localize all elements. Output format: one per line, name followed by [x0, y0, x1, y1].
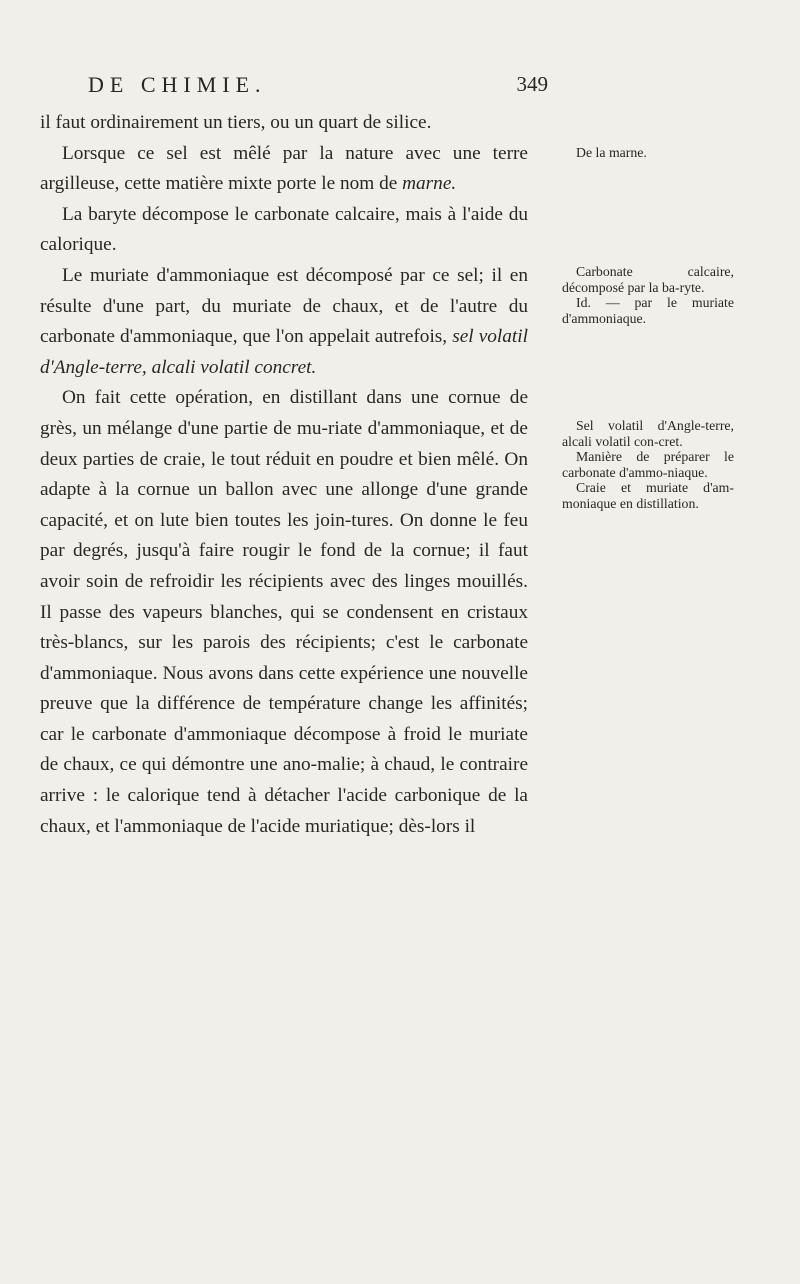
- sel-volatil-term: sel volatil d'Angle-terre, alcali volatil concret.: [40, 326, 528, 378]
- paragraph-2: [40, 139, 528, 200]
- note-carbonate: [562, 264, 734, 326]
- note-marne: [562, 145, 734, 161]
- note-marne-text: De la marne.: [576, 145, 647, 160]
- paragraph-3: La baryte décompose le carbonate calcaire, mais à l'aide du calorique.: [40, 203, 528, 256]
- running-head: DE CHIMIE.: [88, 72, 267, 97]
- note-sel-volatil-text: Sel volatil d'Angle-terre, alcali volatil con-cret.: [562, 418, 734, 449]
- paragraph-4-text: Le muriate d'ammoniaque est décomposé par ce sel; il en résulte d'une part, du muriate de chaux, et de l'autre du carbonate d'ammoniaque, que l'on appelait autrefois,: [40, 264, 528, 348]
- paragraph-5: On fait cette opération, en distillant dans une cornue de grès, un mélange d'une partie de mu-riate d'ammoniaque, et de deux parties de craie, le tout réduit en poudre et bien mêlé. On adapte à la cornue un ballon avec une allonge d'une grande capacité, et on lute bien toutes les join-tures. On donne le feu par degrés, jusqu'à faire rougir le fond de la cornue; il faut avoir soin de refroidir les récipients avec des linges mouillés. Il passe des vapeurs blanches, qui se condensent en cristaux très-blancs, sur les parois des récipients; c'est le carbonate d'ammoniaque. Nous avons dans cette expérience une nouvelle preuve que la différence de température change les affinités; car le carbonate d'ammoniaque décompose à froid le muriate de chaux, ce qui démontre une ano-malie; à chaud, le contraire arrive : le calorique tend à détacher l'acide carbonique de la chaux, et l'ammoniaque de l'acide muriatique; dès-lors il: [40, 387, 528, 837]
- page-header: [88, 72, 548, 108]
- note-carbonate-muriate: Id. — par le muriate d'ammoniaque.: [562, 295, 734, 326]
- main-text: [40, 108, 528, 842]
- note-distillation: Craie et muriate d'am-moniaque en distillation.: [562, 480, 734, 511]
- note-sel-volatil: [562, 418, 734, 512]
- marne-term: marne.: [402, 173, 457, 195]
- note-carbonate-baryte: Carbonate calcaire, décomposé par la ba-ryte.: [562, 264, 734, 295]
- paragraph-4: [40, 261, 528, 383]
- note-preparation: Manière de préparer le carbonate d'ammo-niaque.: [562, 449, 734, 480]
- paragraph-1: il faut ordinairement un tiers, ou un quart de silice.: [40, 112, 432, 133]
- page-number: 349: [516, 72, 548, 96]
- paragraph-2-text: Lorsque ce sel est mêlé par la nature avec une terre argilleuse, cette matière mixte porte le nom de: [40, 142, 528, 195]
